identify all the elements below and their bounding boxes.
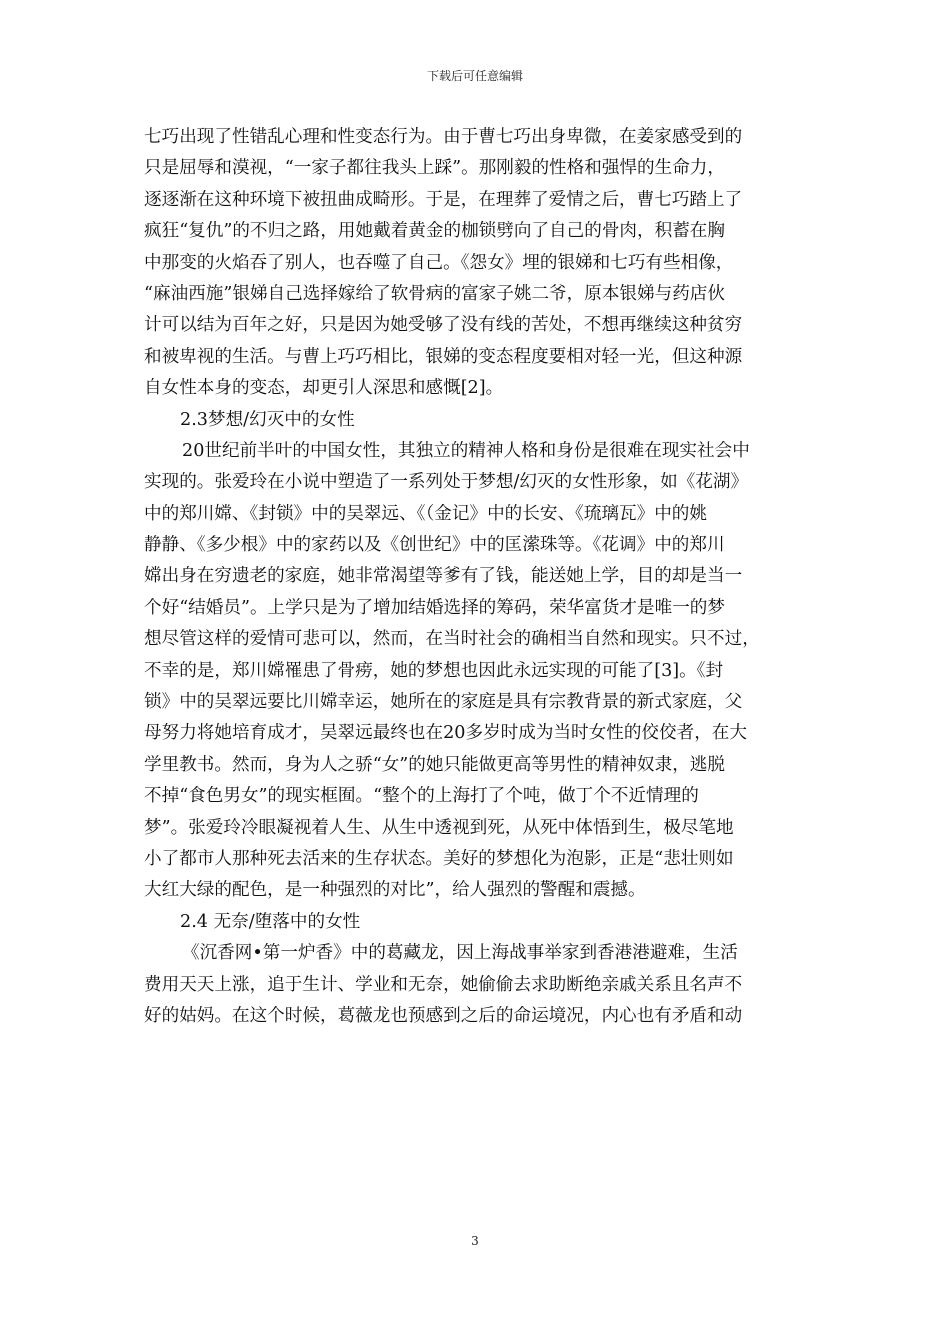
text-line: 20世纪前半叶的中国女性，其独立的精神人格和身份是很难在现实社会中 [182, 440, 750, 461]
text-line: 小了都市人那种死去活来的生存状态。美好的梦想化为泡影，正是“悲壮则如 [144, 848, 734, 869]
text-line: 不掉“食色男女”的现实框囿。“整个的上海打了个吨，做丁个不近情理的 [144, 786, 699, 807]
text-line: 好的姑妈。在这个时候，葛薇龙也预感到之后的命运境况，内心也有矛盾和动 [144, 1005, 743, 1026]
text-line: 锁》中的吴翠远要比川嫦幸运，她所在的家庭是具有宗教背景的新式家庭，父 [144, 692, 743, 713]
text-line: 费用天天上涨，追于生计、学业和无奈，她偷偷去求助断绝亲戚关系且名声不 [144, 974, 743, 995]
page-number: 3 [471, 1234, 479, 1248]
text-line: 中的郑川嫦、《封锁》中的吴翠远、《（金记》中的长安、《琉璃瓦》中的姚 [144, 503, 707, 524]
paragraph [144, 436, 824, 907]
text-line: 自女性本身的变态，却更引人深思和感慨[2]。 [144, 378, 504, 399]
text-line: “麻油西施”银娣自己选择嫁给了软骨病的富家子姚二爷，原本银娣与药店伙 [144, 283, 725, 304]
text-line: 实现的。张爱玲在小说中塑造了一系列处于梦想/幻灭的女性形象，如《花湖》 [144, 472, 749, 493]
text-line: 中那变的火焰吞了别人，也吞噬了自己。《怨女》埋的银娣和七巧有些相像， [144, 252, 734, 273]
text-line: 七巧出现了性错乱心理和性变态行为。由于曹七巧出身卑微，在姜家感受到的 [144, 127, 743, 147]
text-line: 计可以结为百年之好，只是因为她受够了没有线的苦处，不想再继续这种贫穷 [144, 315, 743, 336]
text-line: 疯狂“复仇”的不归之路，用她戴着黄金的枷锁劈向了自己的骨肉，积蓄在胸 [144, 221, 725, 242]
text-line: 梦”。张爱玲冷眼凝视着人生、从生中透视到死，从死中体悟到生，极尽笔地 [144, 817, 734, 838]
text-line: 《沉香网•第一炉香》中的葛藏龙，因上海战事举家到香港港避难，生活 [182, 943, 738, 964]
text-line: 和被卑视的生活。与曹上巧巧相比，银娣的变态程度要相对轻一光，但这种源 [144, 346, 743, 367]
section-heading: 2.3梦想/幻灭中的女性 [180, 409, 355, 430]
paragraph [144, 122, 824, 405]
text-line: 只是屈辱和漠视，“一家子都往我头上踩”。那刚毅的性格和强悍的生命力， [144, 158, 725, 179]
text-line: 学里教书。然而，身为人之骄“女”的她只能做更高等男性的精神奴隶，逃脱 [144, 754, 725, 775]
text-line: 母努力将她培育成才，吴翠远最终也在20多岁时成为当时女性的佼佼者，在大 [144, 723, 747, 744]
text-line: 想尽管这样的爱情可悲可以，然而，在当时社会的确相当自然和现实。只不过， [144, 629, 760, 650]
text-line: 个好“结婚员”。上学只是为了增加结婚选择的筹码，荣华富货才是唯一的梦 [144, 597, 725, 618]
text-line: 逐逐渐在这种环境下被扭曲成畸形。于是，在理葬了爱情之后，曹七巧踏上了 [144, 189, 743, 210]
section-heading: 2.4 无奈/堕落中的女性 [180, 911, 361, 932]
text-line: 静静、《多少根》中的家药以及《创世纪》中的匡潆珠等。《花调》中的郑川 [144, 535, 725, 556]
page-header: 下载后可任意编辑 [426, 69, 523, 83]
text-line: 不幸的是，郑川嫦罹患了骨痨，她的梦想也因此永远实现的可能了[3]。《封 [144, 660, 724, 681]
document-body [144, 122, 824, 1032]
text-line: 大红大绿的配色，是一种强烈的对比”，给人强烈的警醒和震撼。 [144, 880, 646, 901]
text-line: 嫦出身在穷遗老的家庭，她非常渴望等爹有了钱，能送她上学，目的却是当一 [144, 566, 743, 587]
paragraph [144, 938, 824, 1032]
